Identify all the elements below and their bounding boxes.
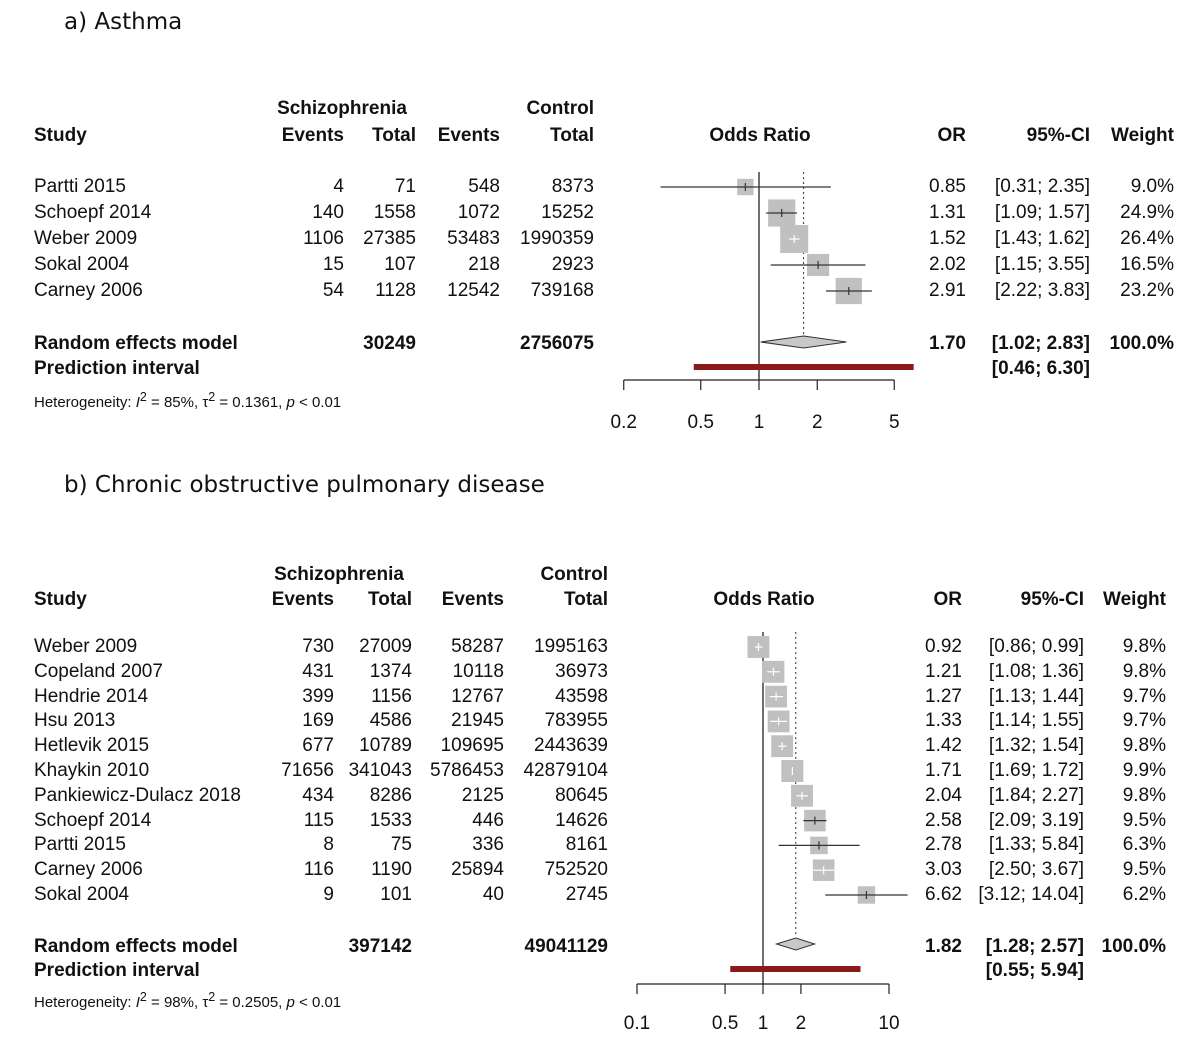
- x-tick-label: 0.5: [711, 1013, 739, 1034]
- events1-cell: 730: [302, 636, 334, 657]
- study-name: Sokal 2004: [34, 884, 130, 905]
- ci-cell: [1.43; 1.62]: [994, 228, 1090, 249]
- or-cell: 2.04: [925, 784, 962, 806]
- total2-cell: 42879104: [523, 760, 608, 781]
- x-tick-label: 0.2: [610, 412, 637, 433]
- ci-header: 95%-CI: [1026, 125, 1090, 146]
- events2-header: Events: [441, 589, 504, 610]
- events1-cell: 9: [323, 884, 334, 905]
- weight-cell: 9.5%: [1122, 809, 1166, 831]
- weight-header: Weight: [1103, 589, 1166, 610]
- ci-cell: [1.09; 1.57]: [994, 202, 1090, 223]
- forest-plot-area: [0, 0, 1198, 450]
- pooled-total2: 2756075: [520, 333, 594, 354]
- study-marker: [765, 686, 787, 708]
- total2-cell: 8373: [551, 176, 594, 197]
- group1-header: Schizophrenia: [274, 564, 404, 585]
- events1-cell: 4: [333, 176, 344, 197]
- total1-cell: 8286: [369, 784, 412, 806]
- ci-cell: [1.15; 3.55]: [994, 254, 1090, 275]
- ci-cell: [1.13; 1.44]: [988, 685, 1084, 707]
- events2-cell: 446: [472, 809, 504, 831]
- study-header: Study: [34, 125, 87, 146]
- study-name: Weber 2009: [34, 636, 138, 657]
- or-cell: 1.71: [925, 760, 962, 781]
- study-name: Partti 2015: [34, 834, 126, 856]
- total2-header: Total: [564, 589, 608, 610]
- total1-cell: 1190: [371, 859, 412, 881]
- total1-cell: 1156: [371, 685, 412, 707]
- or-header: OR: [937, 125, 966, 146]
- weight-cell: 9.8%: [1122, 660, 1166, 682]
- events1-cell: 169: [302, 710, 334, 732]
- total1-cell: 75: [390, 834, 412, 856]
- events1-cell: 399: [302, 685, 334, 707]
- study-name: Hendrie 2014: [34, 685, 149, 707]
- ci-cell: [1.84; 2.27]: [988, 784, 1084, 806]
- prediction-label: Prediction interval: [34, 960, 200, 981]
- total1-header: Total: [372, 125, 416, 146]
- x-tick-label: 2: [795, 1013, 807, 1034]
- events2-cell: 58287: [451, 636, 504, 657]
- study-name: Schoepf 2014: [34, 202, 152, 223]
- or-cell: 1.52: [929, 228, 966, 249]
- events1-cell: 116: [303, 859, 334, 881]
- total1-cell: 1558: [373, 202, 416, 223]
- weight-cell: 16.5%: [1120, 254, 1174, 275]
- pooled-total1: 30249: [363, 333, 416, 354]
- events1-header: Events: [281, 125, 344, 146]
- x-tick-label: 10: [878, 1013, 900, 1034]
- study-name: Weber 2009: [34, 228, 138, 249]
- x-tick-label: 1: [757, 1013, 769, 1034]
- events2-header: Events: [437, 125, 500, 146]
- pooled-label: Random effects model: [34, 936, 238, 957]
- pooled-total1: 397142: [348, 936, 412, 957]
- study-marker: [826, 278, 872, 304]
- total1-cell: 27385: [363, 228, 416, 249]
- or-cell: 1.27: [925, 685, 962, 707]
- ci-cell: [2.09; 3.19]: [988, 809, 1084, 831]
- prediction-interval-bar: [730, 966, 860, 972]
- study-marker: [661, 179, 831, 195]
- total1-cell: 341043: [348, 760, 412, 781]
- events1-cell: 15: [322, 254, 344, 275]
- study-marker: [768, 711, 790, 733]
- total2-cell: 14626: [555, 809, 608, 831]
- study-marker: [825, 886, 907, 903]
- pooled-ci: [1.28; 2.57]: [985, 936, 1084, 957]
- study-name: Partti 2015: [34, 176, 126, 197]
- total2-cell: 1995163: [534, 636, 608, 657]
- events1-cell: 8: [323, 834, 334, 856]
- ci-cell: [0.86; 0.99]: [988, 636, 1084, 657]
- study-marker: [762, 661, 784, 683]
- total2-cell: 752520: [544, 859, 608, 881]
- total1-cell: 101: [380, 884, 412, 905]
- weight-cell: 23.2%: [1120, 280, 1174, 301]
- total2-cell: 739168: [530, 280, 594, 301]
- events2-cell: 21945: [451, 710, 504, 732]
- ci-cell: [2.22; 3.83]: [994, 280, 1090, 301]
- panel-title: a) Asthma: [64, 9, 183, 35]
- total2-header: Total: [550, 125, 594, 146]
- study-marker: [803, 810, 826, 832]
- or-cell: 0.85: [929, 176, 966, 197]
- events1-header: Events: [271, 589, 334, 610]
- events2-cell: 2125: [461, 784, 504, 806]
- or-cell: 2.91: [929, 280, 966, 301]
- study-name: Schoepf 2014: [34, 809, 152, 831]
- weight-cell: 24.9%: [1120, 202, 1174, 223]
- or-cell: 2.78: [925, 834, 962, 856]
- study-name: Carney 2006: [34, 859, 143, 881]
- events2-cell: 10118: [452, 660, 504, 682]
- ci-cell: [3.12; 14.04]: [978, 884, 1084, 905]
- study-marker: [813, 859, 835, 881]
- or-cell: 6.62: [925, 884, 962, 905]
- total2-cell: 80645: [555, 784, 608, 806]
- study-name: Sokal 2004: [34, 254, 130, 275]
- study-marker: [781, 760, 803, 782]
- pooled-ci: [1.02; 2.83]: [991, 333, 1090, 354]
- events1-cell: 54: [322, 280, 344, 301]
- forest-plot-asthma: [0, 0, 1198, 450]
- study-marker: [779, 837, 860, 855]
- ci-cell: [1.08; 1.36]: [988, 660, 1084, 682]
- events2-cell: 218: [468, 254, 500, 275]
- ci-cell: [1.14; 1.55]: [988, 710, 1084, 732]
- events1-cell: 434: [302, 784, 334, 806]
- study-marker: [780, 225, 808, 253]
- total2-cell: 36973: [555, 660, 608, 682]
- events2-cell: 40: [482, 884, 504, 905]
- panel-title: b) Chronic obstructive pulmonary disease: [64, 472, 545, 498]
- pooled-total2: 49041129: [524, 936, 608, 957]
- pooled-diamond: [777, 938, 815, 950]
- total1-cell: 1533: [369, 809, 412, 831]
- ci-header: 95%-CI: [1020, 589, 1084, 610]
- pooled-weight: 100.0%: [1101, 936, 1166, 957]
- or-cell: 3.03: [925, 859, 962, 881]
- pooled-weight: 100.0%: [1109, 333, 1174, 354]
- weight-cell: 9.5%: [1122, 859, 1166, 881]
- study-marker: [771, 254, 866, 276]
- or-cell: 1.33: [925, 710, 962, 732]
- pooled-label: Random effects model: [34, 333, 238, 354]
- total1-cell: 27009: [359, 636, 412, 657]
- or-cell: 1.42: [925, 735, 962, 757]
- events1-cell: 140: [312, 202, 344, 223]
- study-name: Hsu 2013: [34, 710, 116, 732]
- study-marker: [771, 735, 793, 757]
- study-name: Khaykin 2010: [34, 760, 150, 781]
- events2-cell: 12767: [451, 685, 504, 707]
- study-name: Pankiewicz-Dulacz 2018: [34, 784, 241, 806]
- total2-cell: 2923: [551, 254, 594, 275]
- weight-cell: 9.0%: [1130, 176, 1174, 197]
- total2-cell: 2443639: [534, 735, 608, 757]
- weight-cell: 9.7%: [1122, 685, 1166, 707]
- study-name: Copeland 2007: [34, 660, 163, 682]
- ci-cell: [1.32; 1.54]: [988, 735, 1084, 757]
- weight-cell: 9.7%: [1122, 710, 1166, 732]
- heterogeneity-text: Heterogeneity: $I^2 = 85\%$, $\tau^2 = 0.1361$, p < 0.01: [34, 390, 342, 411]
- events1-cell: 115: [303, 809, 334, 831]
- study-header: Study: [34, 589, 87, 610]
- pooled-diamond: [761, 336, 847, 348]
- prediction-interval-bar: [694, 364, 914, 370]
- weight-cell: 9.8%: [1122, 735, 1166, 757]
- or-cell: 1.31: [929, 202, 966, 223]
- total2-cell: 43598: [555, 685, 608, 707]
- total2-cell: 783955: [544, 710, 608, 732]
- events2-cell: 53483: [447, 228, 500, 249]
- study-marker: [766, 199, 797, 226]
- forest-plot-area: [0, 466, 1198, 1044]
- total1-cell: 1374: [369, 660, 412, 682]
- events1-cell: 677: [302, 735, 334, 757]
- x-tick-label: 1: [753, 412, 765, 433]
- weight-header: Weight: [1111, 125, 1174, 146]
- study-marker: [747, 636, 769, 658]
- events1-cell: 431: [302, 660, 334, 682]
- total2-cell: 1990359: [520, 228, 594, 249]
- forest-plot-copd: [0, 466, 1198, 1044]
- study-name: Carney 2006: [34, 280, 143, 301]
- group2-header: Control: [540, 564, 608, 585]
- events2-cell: 5786453: [430, 760, 504, 781]
- x-tick-label: 0.5: [687, 412, 714, 433]
- ci-cell: [0.31; 2.35]: [994, 176, 1090, 197]
- weight-cell: 9.8%: [1122, 636, 1166, 657]
- or-cell: 2.58: [925, 809, 962, 831]
- weight-cell: 6.2%: [1122, 884, 1166, 905]
- ci-cell: [1.69; 1.72]: [988, 760, 1084, 781]
- study-marker: [791, 785, 813, 807]
- x-tick-label: 5: [888, 412, 900, 433]
- ci-cell: [2.50; 3.67]: [988, 859, 1084, 881]
- events2-cell: 1072: [457, 202, 500, 223]
- events1-cell: 1106: [303, 228, 344, 249]
- weight-cell: 6.3%: [1122, 834, 1166, 856]
- plot-header: Odds Ratio: [713, 589, 815, 610]
- prediction-label: Prediction interval: [34, 358, 200, 379]
- study-name: Hetlevik 2015: [34, 735, 150, 757]
- events2-cell: 12542: [447, 280, 500, 301]
- total2-cell: 15252: [541, 202, 594, 223]
- pooled-or: 1.70: [929, 333, 966, 354]
- total1-header: Total: [368, 589, 412, 610]
- heterogeneity-text: Heterogeneity: $I^2 = 98\%$, $\tau^2 = 0.2505$, p < 0.01: [34, 990, 342, 1011]
- total1-cell: 1128: [375, 280, 416, 301]
- group1-header: Schizophrenia: [277, 98, 407, 119]
- events1-cell: 71656: [281, 760, 334, 781]
- or-cell: 2.02: [929, 254, 966, 275]
- group2-header: Control: [526, 98, 594, 119]
- total2-cell: 8161: [565, 834, 608, 856]
- or-cell: 1.21: [925, 660, 962, 682]
- plot-header: Odds Ratio: [709, 125, 811, 146]
- total1-cell: 71: [394, 176, 416, 197]
- x-tick-label: 2: [811, 412, 823, 433]
- or-header: OR: [933, 589, 962, 610]
- total1-cell: 107: [384, 254, 416, 275]
- pooled-or: 1.82: [925, 936, 962, 957]
- events2-cell: 548: [468, 176, 500, 197]
- total1-cell: 10789: [359, 735, 412, 757]
- ci-cell: [1.33; 5.84]: [988, 834, 1084, 856]
- weight-cell: 26.4%: [1120, 228, 1174, 249]
- total2-cell: 2745: [565, 884, 608, 905]
- events2-cell: 25894: [451, 859, 504, 881]
- prediction-ci: [0.55; 5.94]: [985, 960, 1084, 981]
- events2-cell: 336: [472, 834, 504, 856]
- or-cell: 0.92: [925, 636, 962, 657]
- events2-cell: 109695: [440, 735, 504, 757]
- total1-cell: 4586: [369, 710, 412, 732]
- weight-cell: 9.9%: [1122, 760, 1166, 781]
- prediction-ci: [0.46; 6.30]: [991, 358, 1090, 379]
- weight-cell: 9.8%: [1122, 784, 1166, 806]
- x-tick-label: 0.1: [623, 1013, 651, 1034]
